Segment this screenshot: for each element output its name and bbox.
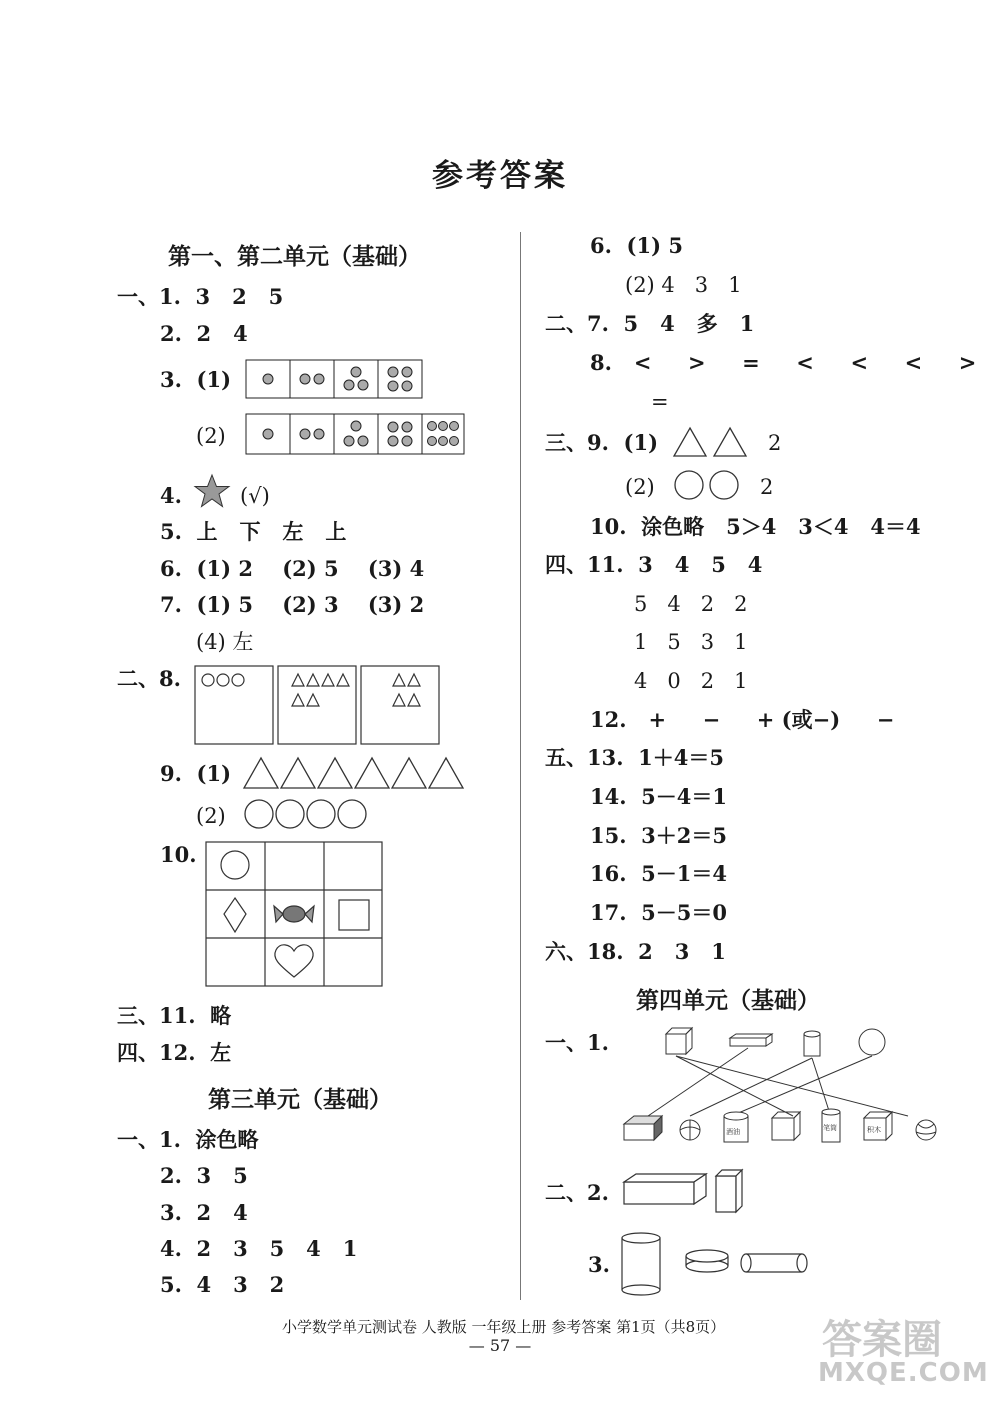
- section-heading-unit-4: 第四单元（基础）: [636, 988, 820, 1014]
- cylinders-figure: [620, 1228, 810, 1296]
- grid-3x3: [206, 842, 384, 988]
- answer-r9-2-value: 2: [760, 475, 774, 499]
- answer-9-2: (2): [196, 804, 226, 828]
- watermark-logo: 答案圈: [822, 1317, 942, 1363]
- answer-r6-2: (2) 4 3 1: [625, 273, 742, 297]
- answer-1: 一、1. 3 2 5: [117, 284, 284, 309]
- answer-r14: 14. 5－4＝1: [590, 784, 727, 809]
- answer-r11: 四、11. 3 4 5 4: [545, 552, 763, 577]
- answer-r16: 16. 5－1＝4: [590, 861, 727, 886]
- circles-pair: [674, 470, 744, 502]
- answer-r9-1-value: 2: [768, 431, 782, 455]
- answer-u3-1: 一、1. 涂色略: [117, 1127, 259, 1152]
- answer-6: 6. (1) 2 (2) 5 (3) 4: [160, 556, 425, 581]
- answer-12: 四、12. 左: [117, 1040, 232, 1065]
- answer-10: 10.: [160, 842, 197, 867]
- answer-r7: 二、7. 5 4 多 1: [545, 311, 755, 336]
- answer-8: 二、8.: [117, 666, 181, 691]
- shape-boxes: [195, 666, 441, 746]
- dot-boxes-2: [246, 414, 464, 454]
- column-divider: [520, 232, 521, 1300]
- obj-label-2: 笔筒: [823, 1124, 837, 1132]
- answer-7-4: (4) 左: [196, 630, 254, 654]
- obj-label-1: 酒油: [726, 1128, 740, 1136]
- answer-r18: 六、18. 2 3 1: [545, 939, 726, 964]
- answer-r6-1: 6. (1) 5: [590, 233, 683, 258]
- triangles-row: [244, 756, 466, 790]
- answer-4: 4.: [160, 483, 182, 508]
- answer-r15: 15. 3＋2＝5: [590, 823, 727, 848]
- matching-figure: [618, 1024, 946, 1154]
- answer-r11-row4: 4 0 2 1: [634, 669, 748, 693]
- answer-r9-2: (2): [625, 475, 655, 499]
- circles-row: [244, 799, 370, 831]
- triangles-pair: [674, 426, 750, 458]
- answer-4-mark: (√): [240, 484, 270, 508]
- answer-11: 三、11. 略: [117, 1003, 232, 1028]
- page-title: 参考答案: [432, 158, 568, 194]
- answer-2: 2. 2 4: [160, 321, 248, 346]
- answer-3-2: (2): [196, 424, 226, 448]
- answer-r10: 10. 涂色略 5＞4 3＜4 4＝4: [590, 514, 921, 539]
- answer-r11-row2: 5 4 2 2: [634, 592, 748, 616]
- answer-r11-row3: 1 5 3 1: [634, 630, 748, 654]
- footer-info: 小学数学单元测试卷 人教版 一年级上册 参考答案 第1页（共8页）: [282, 1318, 726, 1336]
- answer-r17: 17. 5－5＝0: [590, 900, 727, 925]
- obj-label-3: 积木: [867, 1126, 881, 1134]
- answer-r8-2: =: [651, 390, 669, 414]
- star-icon: [194, 474, 230, 508]
- watermark-url: MXQE.COM: [818, 1358, 989, 1388]
- answer-u3-4: 4. 2 3 5 4 1: [160, 1236, 358, 1261]
- answer-u4-2: 二、2.: [545, 1180, 609, 1205]
- answer-r13: 五、13. 1＋4＝5: [545, 745, 724, 770]
- dot-boxes-1: [246, 360, 422, 400]
- answer-7: 7. (1) 5 (2) 3 (3) 2: [160, 592, 425, 617]
- answer-r12: 12. + − + (或−) −: [590, 707, 895, 732]
- answer-3-1: 3. (1): [160, 367, 232, 392]
- section-heading-unit-1-2: 第一、第二单元（基础）: [168, 244, 421, 270]
- section-heading-unit-3: 第三单元（基础）: [208, 1087, 392, 1113]
- answer-u3-2: 2. 3 5: [160, 1163, 248, 1188]
- answer-5: 5. 上 下 左 上: [160, 519, 347, 544]
- page-number: — 57 —: [468, 1336, 532, 1355]
- answer-u3-5: 5. 4 3 2: [160, 1272, 285, 1297]
- answer-u3-3: 3. 2 4: [160, 1200, 248, 1225]
- answer-u4-1: 一、1.: [545, 1030, 609, 1055]
- answer-u4-3: 3.: [588, 1252, 610, 1277]
- answer-9-1: 9. (1): [160, 761, 232, 786]
- answer-r8: 8. < > = < < < >: [590, 350, 977, 375]
- answer-r9-1: 三、9. (1): [545, 430, 659, 455]
- cuboids-figure: [622, 1166, 746, 1216]
